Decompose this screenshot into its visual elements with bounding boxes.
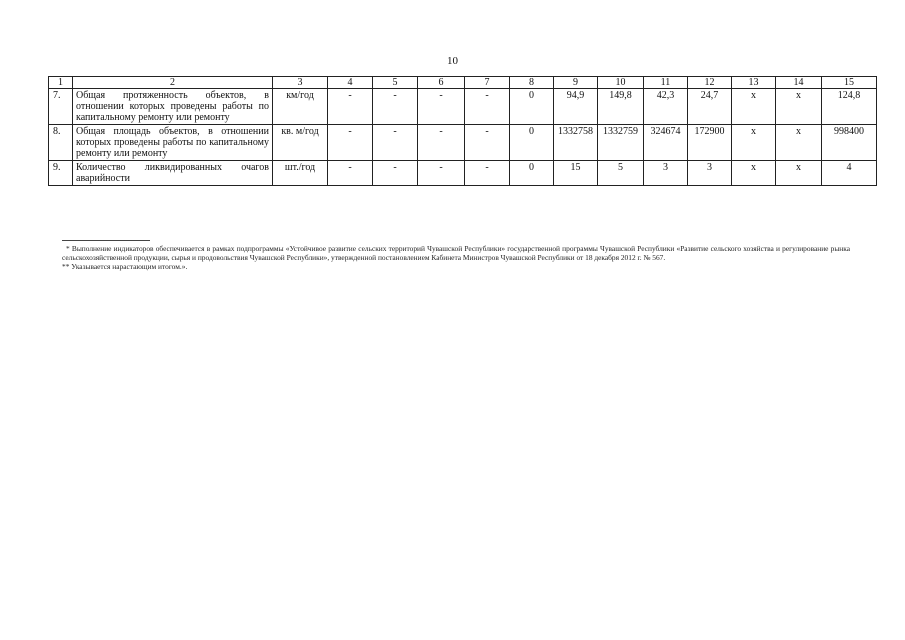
value-cell: 324674 bbox=[644, 125, 688, 161]
indicators-table bbox=[48, 76, 877, 186]
header-cell: 7 bbox=[465, 77, 510, 89]
indicator-name: Общая протяженность объектов, в отношении которых проведены работы по капитальному ремонту или ремонту bbox=[73, 89, 273, 125]
value-cell: 24,7 bbox=[688, 89, 732, 125]
table-row bbox=[49, 89, 877, 125]
header-cell: 4 bbox=[328, 77, 373, 89]
header-cell: 9 bbox=[554, 77, 598, 89]
value-cell: - bbox=[328, 161, 373, 186]
value-cell: x bbox=[732, 161, 776, 186]
unit-cell: км/год bbox=[273, 89, 328, 125]
header-cell: 1 bbox=[49, 77, 73, 89]
value-cell: - bbox=[373, 125, 418, 161]
value-cell: - bbox=[328, 125, 373, 161]
value-cell: - bbox=[465, 89, 510, 125]
value-cell: 172900 bbox=[688, 125, 732, 161]
header-cell: 15 bbox=[822, 77, 877, 89]
header-cell: 10 bbox=[598, 77, 644, 89]
value-cell: - bbox=[418, 125, 465, 161]
value-cell: 0 bbox=[510, 89, 554, 125]
footnote-1: * Выполнение индикаторов обеспечивается в рамках подпрограммы «Устойчивое развитие сельских территорий Чувашской Республики» государственной программы Чувашской Республики «Развитие сельского хозяйства и регулирование рынка сельскохозяйственной продукции, сырья и продовольствия Чувашской Республики», утвержденной постановлением Кабинета Министров Чувашской Республики от 18 декабря 2012 г. № 567. bbox=[62, 244, 850, 263]
page-number: 10 bbox=[447, 55, 458, 67]
table-row bbox=[49, 125, 877, 161]
value-cell: x bbox=[776, 125, 822, 161]
value-cell: - bbox=[465, 125, 510, 161]
value-cell: - bbox=[418, 161, 465, 186]
value-cell: - bbox=[465, 161, 510, 186]
row-number: 9. bbox=[49, 161, 73, 186]
row-number: 8. bbox=[49, 125, 73, 161]
value-cell: x bbox=[776, 161, 822, 186]
value-cell: x bbox=[776, 89, 822, 125]
header-cell: 8 bbox=[510, 77, 554, 89]
table-header-row bbox=[49, 77, 877, 89]
footnotes bbox=[62, 244, 850, 272]
row-number: 7. bbox=[49, 89, 73, 125]
value-cell: 42,3 bbox=[644, 89, 688, 125]
header-cell: 11 bbox=[644, 77, 688, 89]
table-row bbox=[49, 161, 877, 186]
value-cell: x bbox=[732, 89, 776, 125]
value-cell: 998400 bbox=[822, 125, 877, 161]
value-cell: - bbox=[328, 89, 373, 125]
header-cell: 5 bbox=[373, 77, 418, 89]
value-cell: 149,8 bbox=[598, 89, 644, 125]
value-cell: 5 bbox=[598, 161, 644, 186]
header-cell: 14 bbox=[776, 77, 822, 89]
unit-cell: кв. м/год bbox=[273, 125, 328, 161]
value-cell: - bbox=[418, 89, 465, 125]
value-cell: 1332758 bbox=[554, 125, 598, 161]
header-cell: 13 bbox=[732, 77, 776, 89]
value-cell: 4 bbox=[822, 161, 877, 186]
value-cell: - bbox=[373, 161, 418, 186]
indicator-name: Общая площадь объектов, в отношении которых проведены работы по капитальному ремонту или ремонту bbox=[73, 125, 273, 161]
value-cell: 1332759 bbox=[598, 125, 644, 161]
value-cell: 124,8 bbox=[822, 89, 877, 125]
value-cell: - bbox=[373, 89, 418, 125]
footnote-divider bbox=[62, 240, 150, 241]
value-cell: 15 bbox=[554, 161, 598, 186]
header-cell: 6 bbox=[418, 77, 465, 89]
header-cell: 3 bbox=[273, 77, 328, 89]
indicator-name: Количество ликвидированных очагов аварийности bbox=[73, 161, 273, 186]
header-cell: 2 bbox=[73, 77, 273, 89]
footnote-2: ** Указывается нарастающим итогом.». bbox=[62, 262, 188, 272]
value-cell: 0 bbox=[510, 161, 554, 186]
value-cell: x bbox=[732, 125, 776, 161]
unit-cell: шт./год bbox=[273, 161, 328, 186]
header-cell: 12 bbox=[688, 77, 732, 89]
value-cell: 0 bbox=[510, 125, 554, 161]
value-cell: 94,9 bbox=[554, 89, 598, 125]
value-cell: 3 bbox=[644, 161, 688, 186]
value-cell: 3 bbox=[688, 161, 732, 186]
